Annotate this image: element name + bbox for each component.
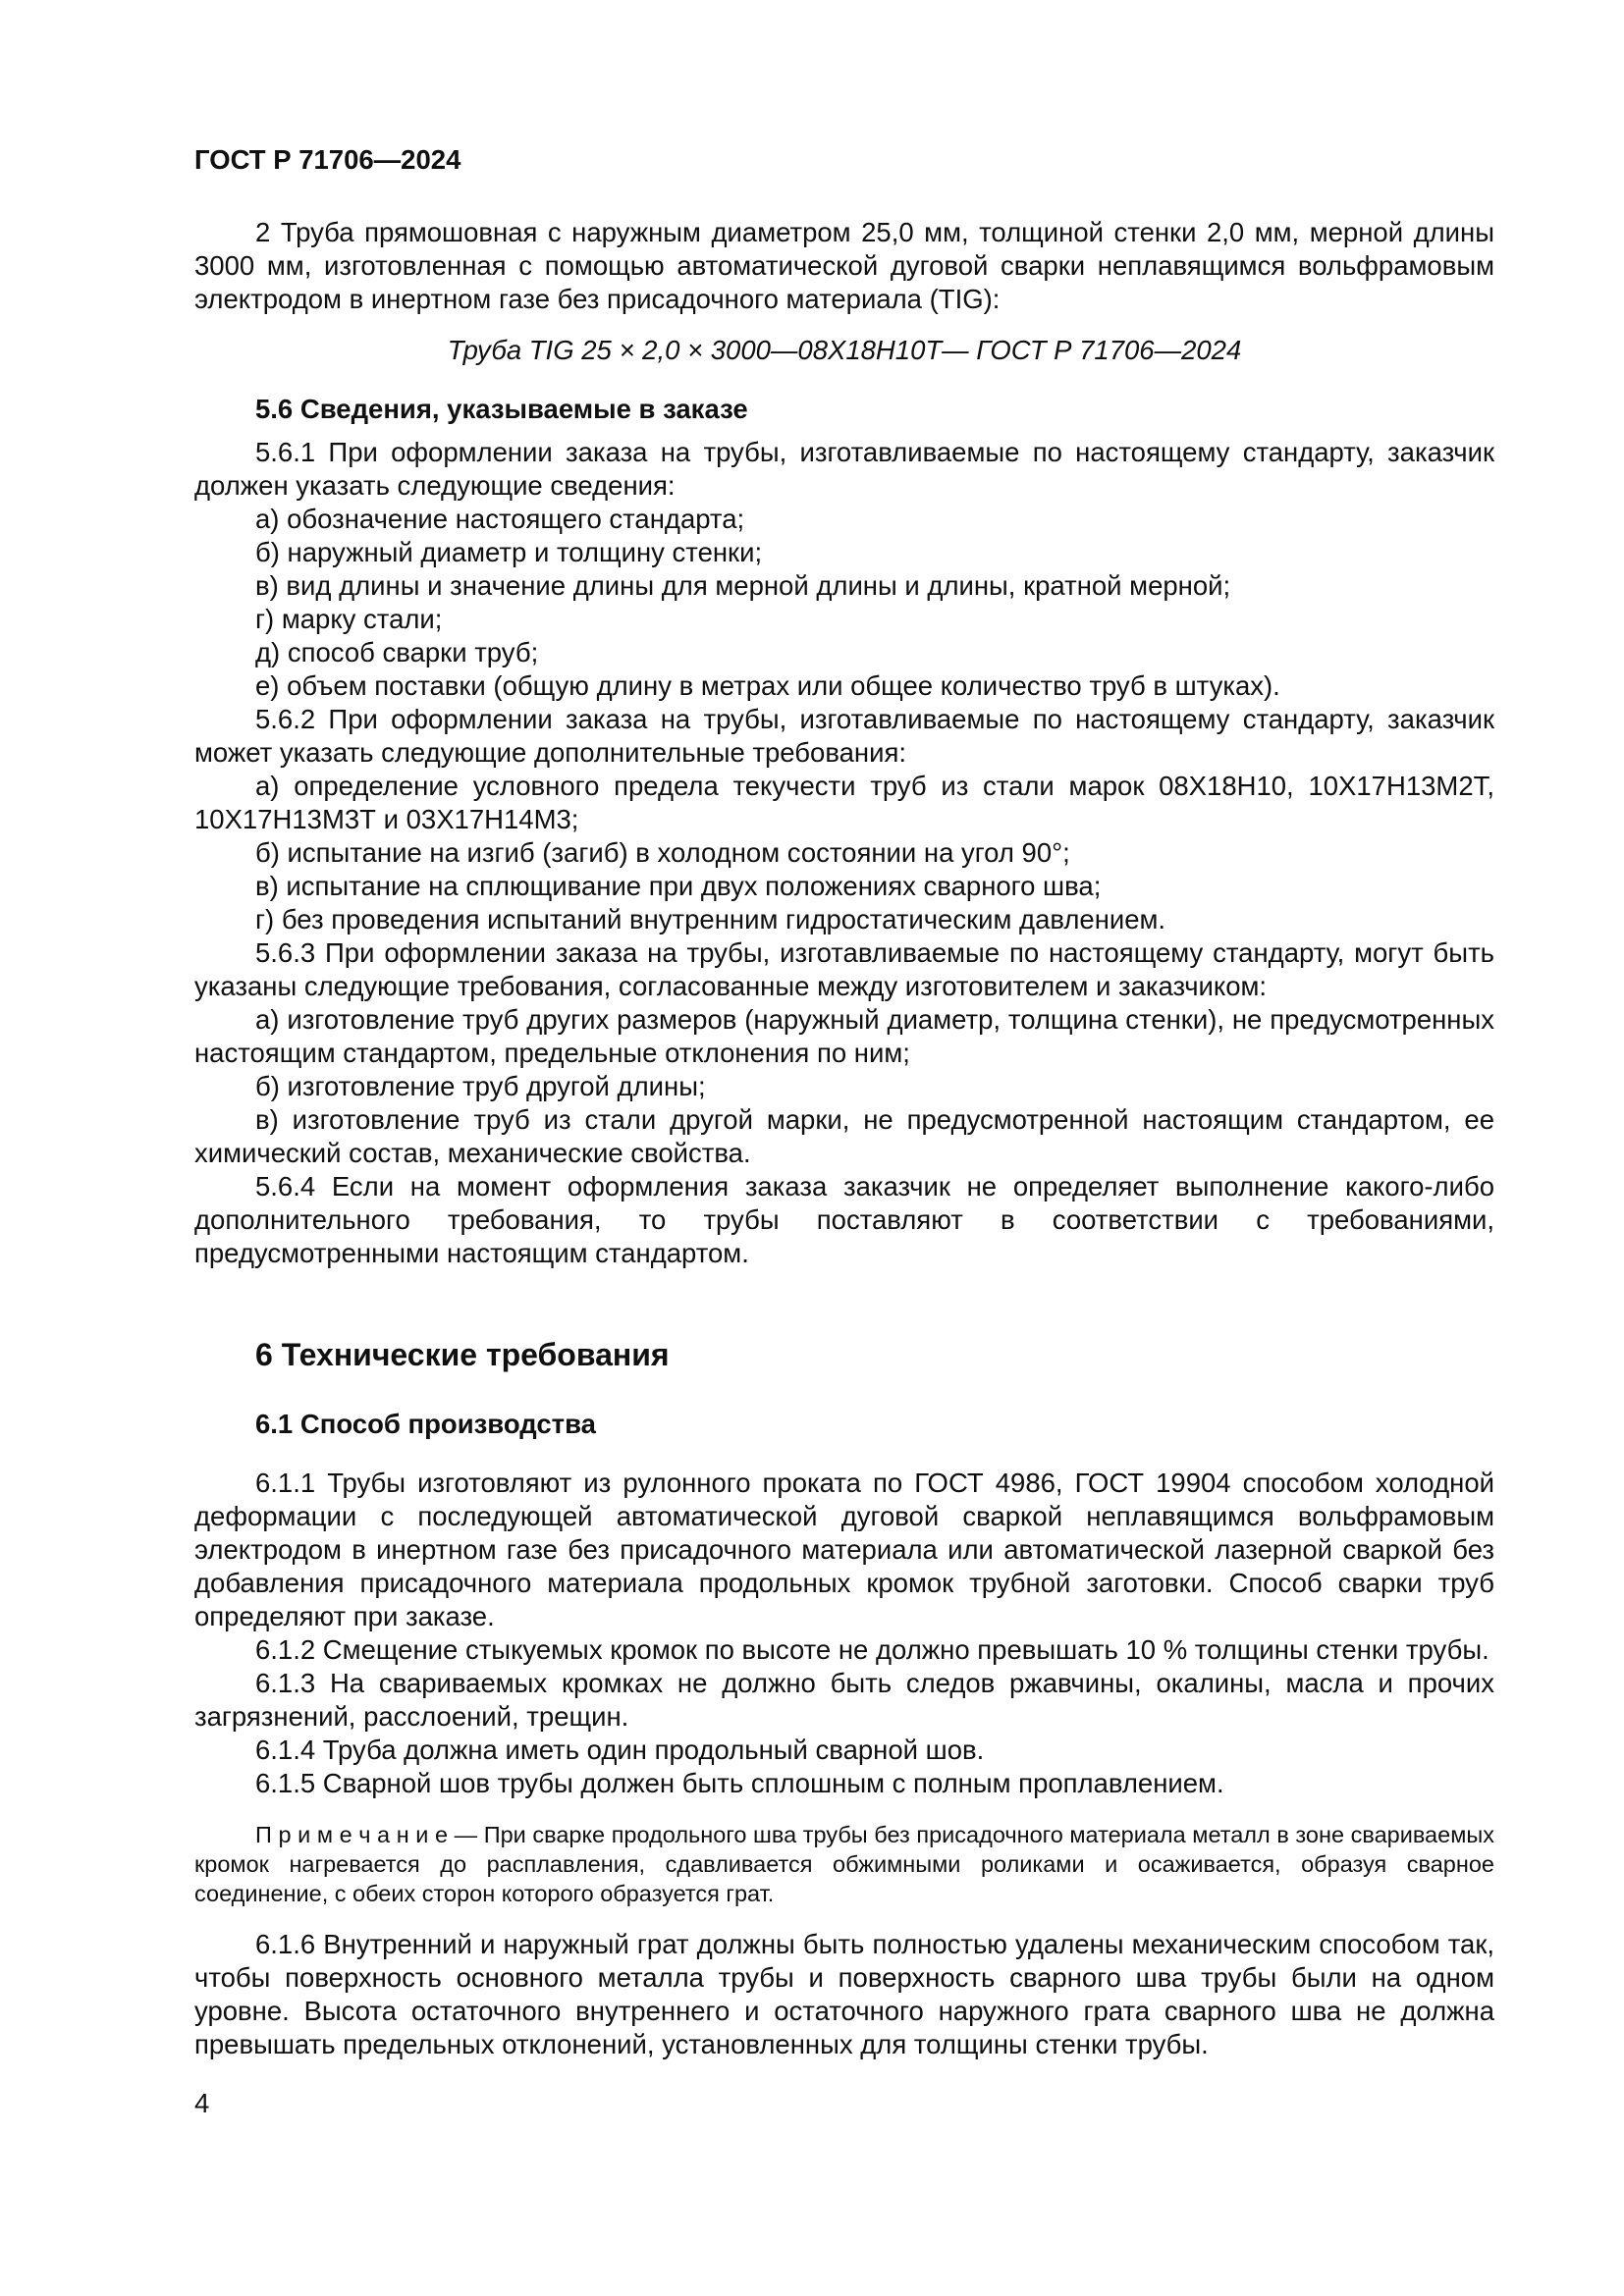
list-item-5-6-1-e: е) объем поставки (общую длину в метрах или общее количество труб в штуках). (255, 670, 1280, 701)
list-item-5-6-1-v: в) вид длины и значение длины для мерной длины и длины, кратной мерной; (255, 570, 1231, 601)
paragraph-6-1-6: 6.1.6 Внутренний и наружный грат должны быть полностью удалены механическим способом так, чтобы поверхность основного металла трубы и поверхность сварного шва трубы были на одном уровне. Высота остаточного внутреннего и остаточного наружного грата сварного шва не должна превышать предельных отклонений, установленных для толщины стенки трубы. (194, 1929, 1494, 2059)
page-number: 4 (194, 2088, 210, 2118)
paragraph-6-1-3: 6.1.3 На свариваемых кромках не должно быть следов ржавчины, окалины, масла и прочих загрязнений, расслоений, трещин. (194, 1668, 1494, 1732)
paragraph-5-6-2: 5.6.2 При оформлении заказа на трубы, изготавливаемые по настоящему стандарту, заказчик может указать следующие дополнительные требования: (194, 704, 1494, 768)
heading-6-1: 6.1 Способ производства (255, 1409, 596, 1439)
paragraph-5-6-1: 5.6.1 При оформлении заказа на трубы, изготавливаемые по настоящему стандарту, заказчик должен указать следующие сведения: (194, 437, 1494, 501)
paragraph-tube-example-2: 2 Труба прямошовная с наружным диаметром 25,0 мм, толщиной стенки 2,0 мм, мерной длины 3000 мм, изготовленная с помощью автоматической дуговой сварки неплавящимся вольфрамовым электродом в инертном газе без присадочного материала (TIG): (194, 217, 1494, 314)
list-item-5-6-2-v: в) испытание на сплющивание при двух положениях сварного шва; (255, 871, 1102, 901)
list-item-5-6-2-b: б) испытание на изгиб (загиб) в холодном состоянии на угол 90°; (255, 837, 1070, 868)
list-item-5-6-1-d: д) способ сварки труб; (255, 637, 539, 667)
paragraph-6-1-1: 6.1.1 Трубы изготовляют из рулонного проката по ГОСТ 4986, ГОСТ 19904 способом холодной деформации с последующей автоматической дуговой сваркой неплавящимся вольфрамовым электродом в инертном газе без присадочного материала или автоматической лазерной сваркой без добавления присадочного материала продольных кромок трубной заготовки. Способ сварки труб определяют при заказе. (194, 1468, 1494, 1631)
tube-designation-example: Труба TIG 25 × 2,0 × 3000—08Х18Н10Т— ГОСТ Р 71706—2024 (447, 335, 1242, 365)
list-item-5-6-2-g: г) без проведения испытаний внутренним гидростатическим давлением. (255, 904, 1166, 934)
list-item-5-6-2-a: а) определение условного предела текучести труб из стали марок 08Х18Н10, 10Х17Н13М2Т, 10Х17Н13М3Т и 03Х17Н14М3; (194, 771, 1494, 834)
paragraph-6-1-4: 6.1.4 Труба должна иметь один продольный сварной шов. (255, 1735, 985, 1765)
paragraph-5-6-3: 5.6.3 При оформлении заказа на трубы, изготавливаемые по настоящему стандарту, могут быть указаны следующие требования, согласованные между изготовителем и заказчиком: (194, 937, 1494, 1001)
paragraph-6-1-5: 6.1.5 Сварной шов трубы должен быть сплошным с полным проплавлением. (255, 1768, 1224, 1798)
list-item-5-6-1-g: г) марку стали; (255, 604, 443, 634)
list-item-5-6-3-b: б) изготовление труб другой длины; (255, 1071, 706, 1101)
doc-code-header: ГОСТ Р 71706—2024 (194, 144, 461, 175)
list-item-5-6-3-a: а) изготовление труб других размеров (наружный диаметр, толщина стенки), не предусмотренных настоящим стандартом, предельные отклонения по ним; (194, 1004, 1494, 1068)
list-item-5-6-1-a: а) обозначение настоящего стандарта; (255, 504, 745, 534)
heading-6: 6 Технические требования (255, 1337, 670, 1372)
note-welding: П р и м е ч а н и е — При сварке продольного шва трубы без присадочного материала металл в зоне свариваемых кромок нагревается до расплавления, сдавливается обжимными роликами и осаживается, образуя сварное соединение, с обеих сторон которого образуется грат. (194, 1822, 1494, 1906)
heading-5-6: 5.6 Сведения, указываемые в заказе (255, 394, 748, 424)
paragraph-6-1-2: 6.1.2 Смещение стыкуемых кромок по высоте не должно превышать 10 % толщины стенки трубы. (255, 1634, 1489, 1665)
list-item-5-6-1-b: б) наружный диаметр и толщину стенки; (255, 537, 763, 567)
list-item-5-6-3-v: в) изготовление труб из стали другой марки, не предусмотренной настоящим стандартом, ее химический состав, механические свойства. (194, 1104, 1494, 1168)
paragraph-5-6-4: 5.6.4 Если на момент оформления заказа заказчик не определяет выполнение какого-либо дополнительного требования, то трубы поставляют в соответствии с требованиями, предусмотренными настоящим стандартом. (194, 1171, 1494, 1268)
